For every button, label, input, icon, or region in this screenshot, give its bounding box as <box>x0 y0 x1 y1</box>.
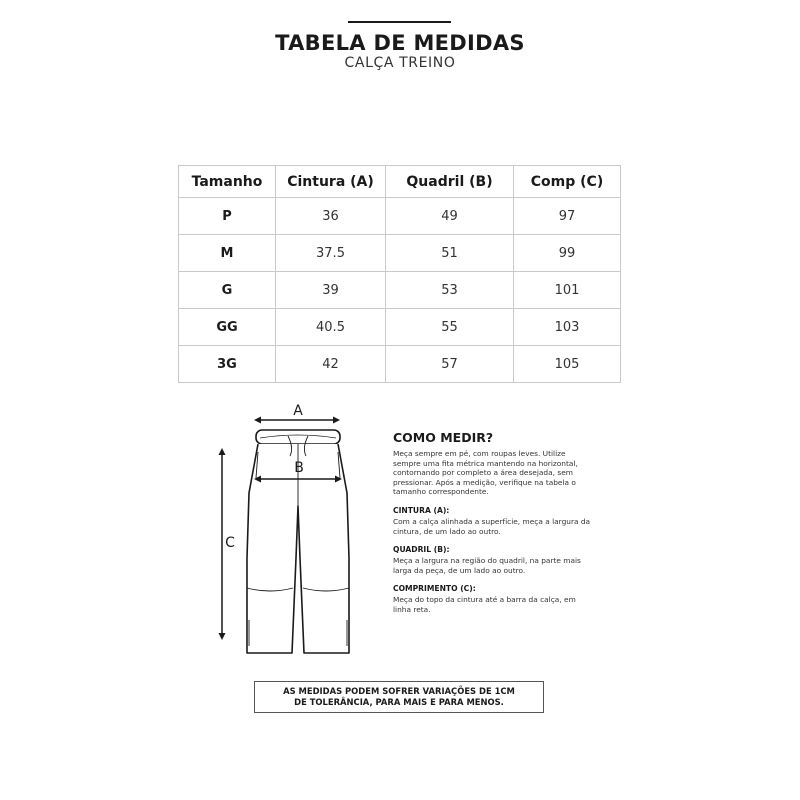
label-c: C <box>225 535 235 551</box>
table-header-row <box>179 166 621 198</box>
cell-length: 97 <box>514 198 621 235</box>
length-text: Meça do topo da cintura até a barra da calça, em linha reta. <box>393 595 576 614</box>
cell-size: P <box>179 198 276 235</box>
cell-waist: 37.5 <box>276 235 386 272</box>
cell-hip: 57 <box>386 346 514 383</box>
cell-size: M <box>179 235 276 272</box>
how-to-measure-title: COMO MEDIR? <box>393 430 494 445</box>
label-a: A <box>293 403 303 419</box>
column-header-waist: Cintura (A) <box>276 166 386 198</box>
column-header-hip: Quadril (B) <box>386 166 514 198</box>
cell-length: 105 <box>514 346 621 383</box>
table-row <box>179 346 621 383</box>
cell-hip: 49 <box>386 198 514 235</box>
cell-length: 99 <box>514 235 621 272</box>
size-table <box>178 165 621 383</box>
page-title: TABELA DE MEDIDAS <box>275 31 525 55</box>
cell-hip: 55 <box>386 309 514 346</box>
length-title: COMPRIMENTO (C): <box>393 584 476 594</box>
cell-length: 103 <box>514 309 621 346</box>
waist-text: Com a calça alinhada a superfície, meça a largura da cintura, de um lado ao outro. <box>393 516 591 536</box>
cell-waist: 36 <box>276 198 386 235</box>
cell-hip: 53 <box>386 272 514 309</box>
page-subtitle: CALÇA TREINO <box>344 55 456 71</box>
title-divider <box>348 21 451 23</box>
cell-length: 101 <box>514 272 621 309</box>
hip-text: Meça a largura na região do quadril, na parte mais larga da peça, de um lado ao outro. <box>393 556 581 575</box>
label-b: B <box>294 460 304 476</box>
column-header-size: Tamanho <box>179 166 276 198</box>
cell-waist: 39 <box>276 272 386 309</box>
hip-title: QUADRIL (B): <box>393 545 450 555</box>
cell-size: G <box>179 272 276 309</box>
cell-size: 3G <box>179 346 276 383</box>
pants-diagram <box>210 398 380 668</box>
table-row <box>179 198 621 235</box>
cell-hip: 51 <box>386 235 514 272</box>
tolerance-note-line-1: AS MEDIDAS PODEM SOFRER VARIAÇÕES DE 1CM <box>283 686 515 696</box>
cell-waist: 40.5 <box>276 309 386 346</box>
tolerance-note-line-2: DE TOLERÂNCIA, PARA MAIS E PARA MENOS. <box>294 697 504 707</box>
cell-size: GG <box>179 309 276 346</box>
tolerance-note <box>254 681 544 713</box>
table-row <box>179 235 621 272</box>
waist-title: CINTURA (A): <box>393 505 450 515</box>
column-header-length: Comp (C) <box>514 166 621 198</box>
cell-waist: 42 <box>276 346 386 383</box>
how-to-measure <box>393 430 593 615</box>
table-row <box>179 309 621 346</box>
table-row <box>179 272 621 309</box>
how-to-measure-intro: Meça sempre em pé, com roupas leves. Utilize sempre uma fita métrica mantendo na horizontal, contornando por completo a área desejada, sem pressionar. Após a medição, verifique na tabela o tamanho correspondente. <box>393 449 578 497</box>
